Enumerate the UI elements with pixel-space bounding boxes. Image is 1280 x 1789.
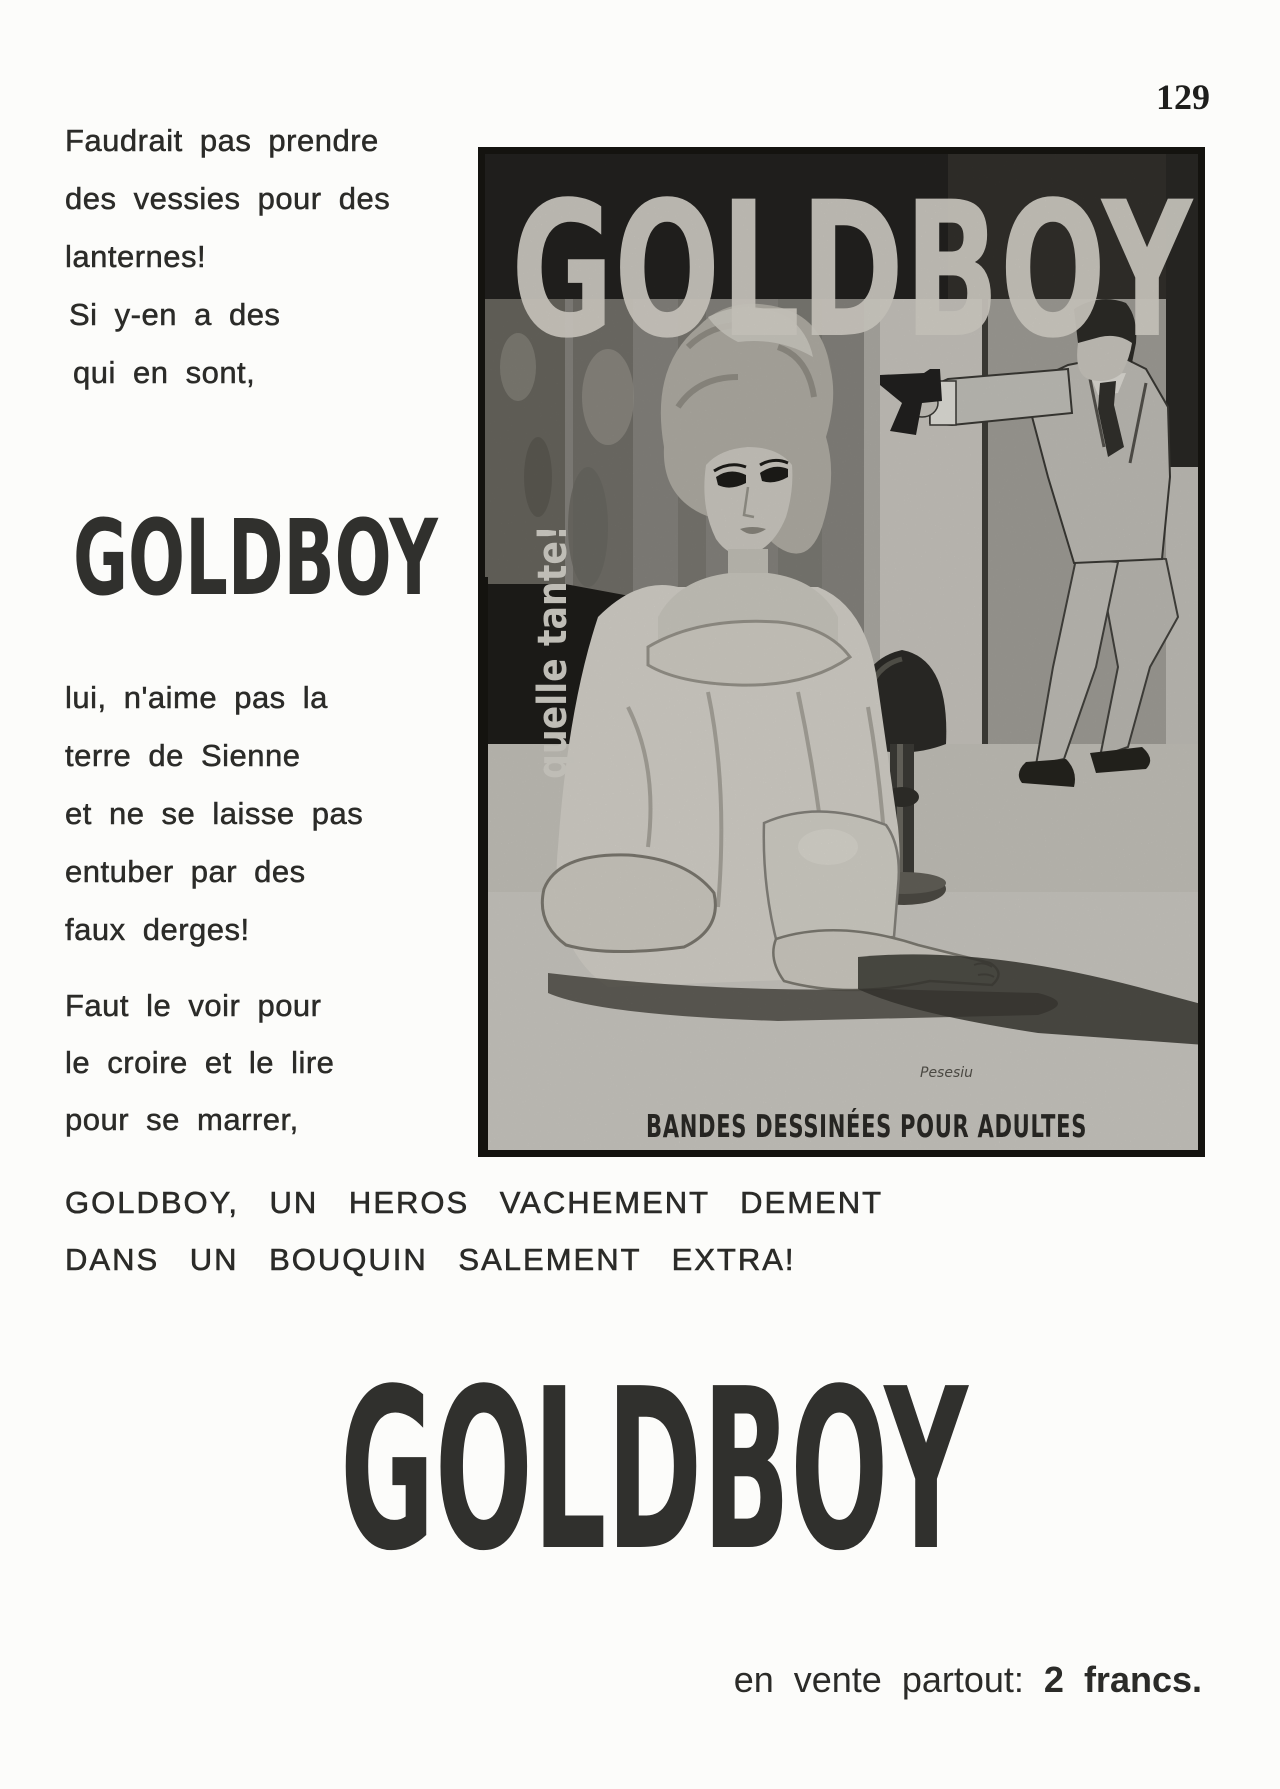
tagline-line: GOLDBOY, UN HEROS VACHEMENT DEMENT [65,1185,884,1220]
intro-line: qui en sont, [73,355,256,390]
price-line [734,1659,1202,1701]
goldboy-wordmark: GOLDBOY [340,1342,968,1600]
tagline [65,1174,883,1288]
cover-title: GOLDBOY [511,161,1193,380]
page-number: 129 [1156,77,1210,117]
price-value: 2 francs. [1043,1659,1202,1700]
body-line: pour se marrer, [65,1102,299,1137]
intro-line: Si y-en a des [69,297,281,332]
cover-caption: BANDES DESSINÉES POUR ADULTES [646,1108,1088,1146]
body-line: lui, n'aime pas la [65,680,328,715]
body-line: entuber par des [65,854,306,889]
intro-line: lanternes! [65,239,207,274]
goldboy-heading: GOLDBOY [73,497,438,619]
intro-line: des vessies pour des [65,181,391,216]
artist-signature: Pesesiu [920,1065,974,1081]
body-paragraph-2 [65,977,334,1148]
body-line: Faut le voir pour [65,988,322,1023]
body-line: le croire et le lire [65,1045,335,1080]
body-line: terre de Sienne [65,738,301,773]
tagline-line: DANS UN BOUQUIN SALEMENT EXTRA! [65,1242,796,1277]
body-line: et ne se laisse pas [65,796,364,831]
cover-vertical-tagline: quelle tante! [528,525,576,779]
body-paragraph [65,669,363,959]
book-cover [478,147,1205,1157]
intro-line: Faudrait pas prendre [65,123,379,158]
price-prefix: en vente partout: [733,1659,1024,1700]
body-line: faux derges! [65,912,250,947]
intro-paragraph [65,112,390,402]
